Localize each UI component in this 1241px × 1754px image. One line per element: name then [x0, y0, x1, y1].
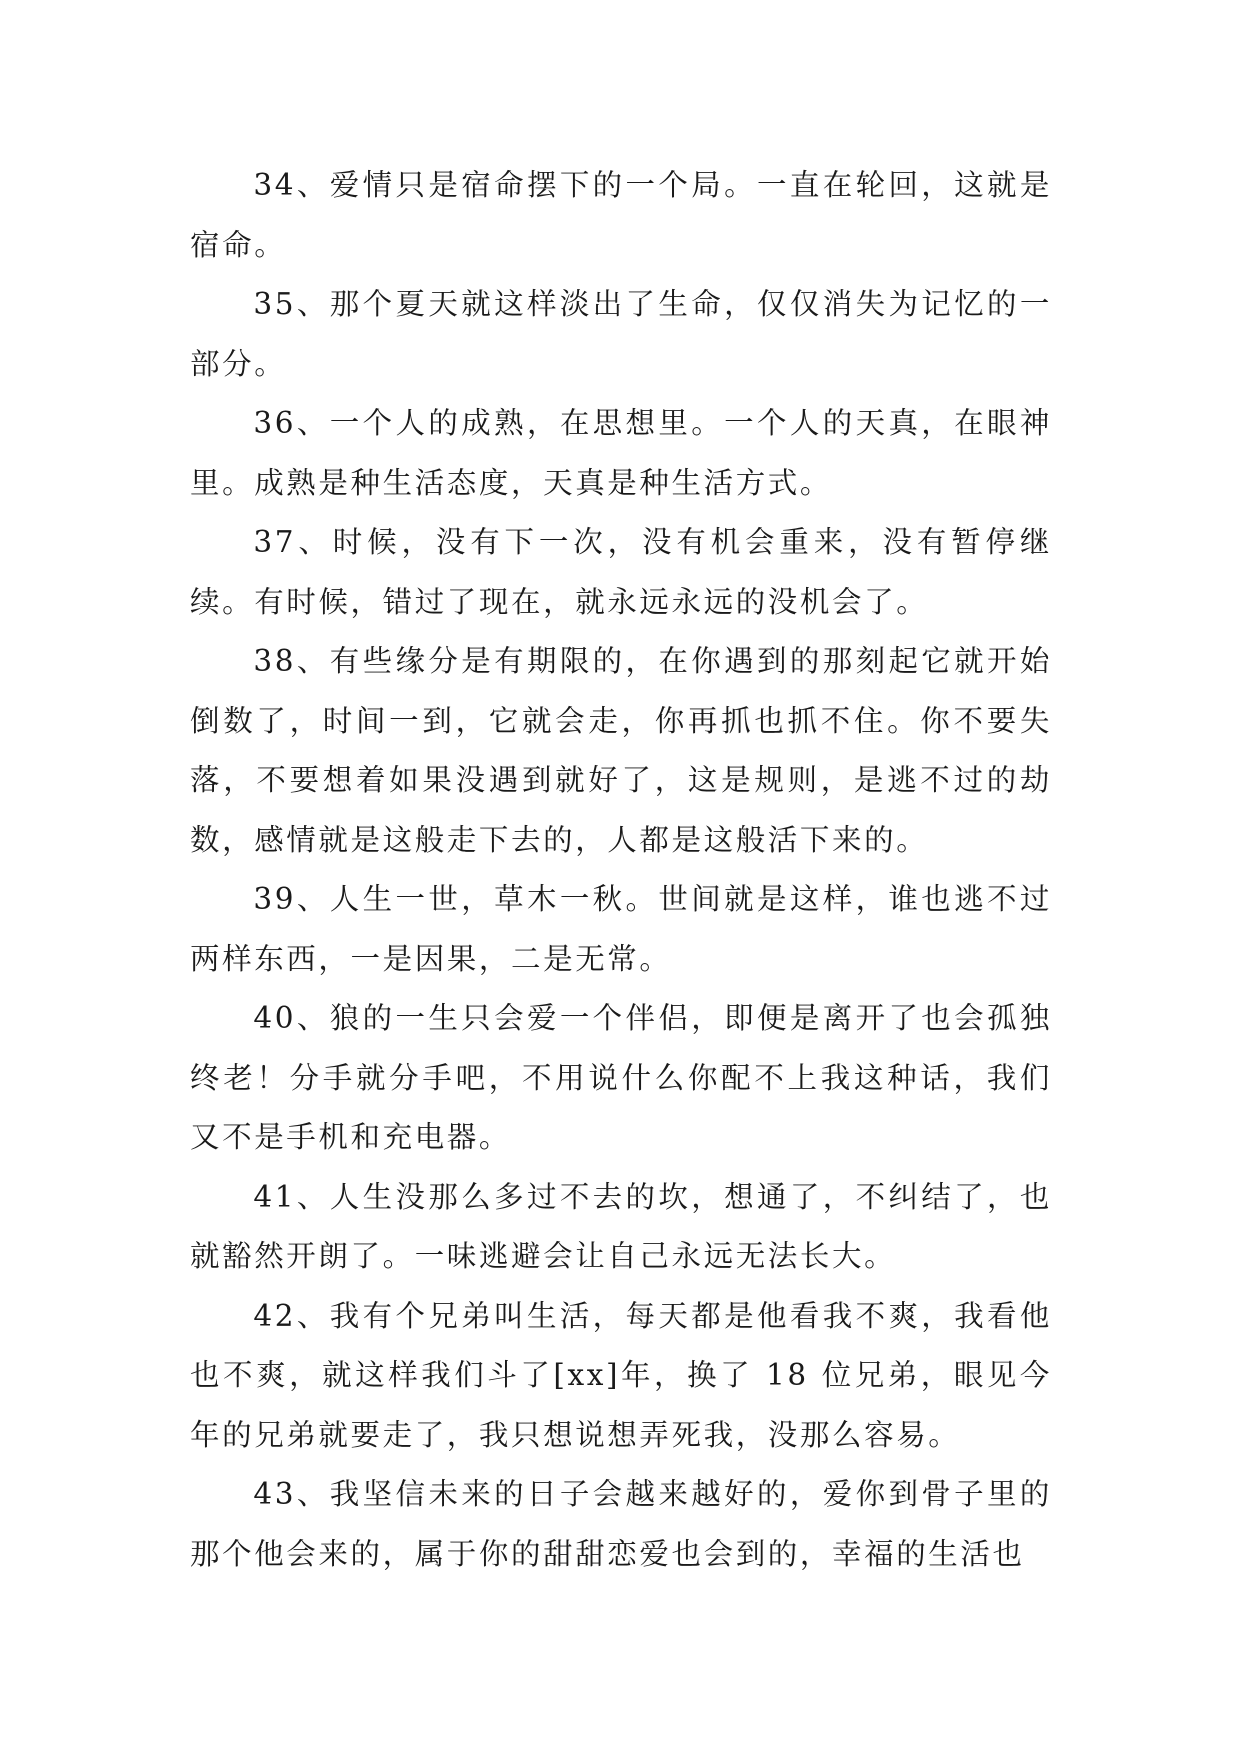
document-body	[190, 156, 1052, 1584]
paragraph-43: 43、我坚信未来的日子会越来越好的，爱你到骨子里的那个他会来的，属于你的甜甜恋爱也会到的，幸福的生活也	[190, 1477, 1052, 1571]
paragraph-38: 38、有些缘分是有期限的，在你遇到的那刻起它就开始倒数了，时间一到，它就会走，你再抓也抓不住。你不要失落，不要想着如果没遇到就好了，这是规则，是逃不过的劫数，感情就是这般走下去的，人都是这般活下来的。	[190, 644, 1052, 857]
paragraph-40: 40、狼的一生只会爱一个伴侣，即便是离开了也会孤独终老！分手就分手吧，不用说什么你配不上我这种话，我们又不是手机和充电器。	[190, 1001, 1052, 1154]
paragraph-41: 41、人生没那么多过不去的坎，想通了，不纠结了，也就豁然开朗了。一味逃避会让自己永远无法长大。	[190, 1179, 1052, 1273]
paragraph-34: 34、爱情只是宿命摆下的一个局。一直在轮回，这就是宿命。	[190, 168, 1052, 262]
paragraph-35: 35、那个夏天就这样淡出了生命，仅仅消失为记忆的一部分。	[190, 287, 1052, 381]
paragraph-42: 42、我有个兄弟叫生活，每天都是他看我不爽，我看他也不爽，就这样我们斗了[xx]年，换了 18 位兄弟，眼见今年的兄弟就要走了，我只想说想弄死我，没那么容易。	[190, 1298, 1052, 1452]
paragraph-36: 36、一个人的成熟，在思想里。一个人的天真，在眼神里。成熟是种生活态度，天真是种生活方式。	[190, 406, 1052, 500]
paragraph-37: 37、时候，没有下一次，没有机会重来，没有暂停继续。有时候，错过了现在，就永远永远的没机会了。	[190, 525, 1052, 619]
paragraph-39: 39、人生一世，草木一秋。世间就是这样，谁也逃不过两样东西，一是因果，二是无常。	[190, 882, 1052, 976]
